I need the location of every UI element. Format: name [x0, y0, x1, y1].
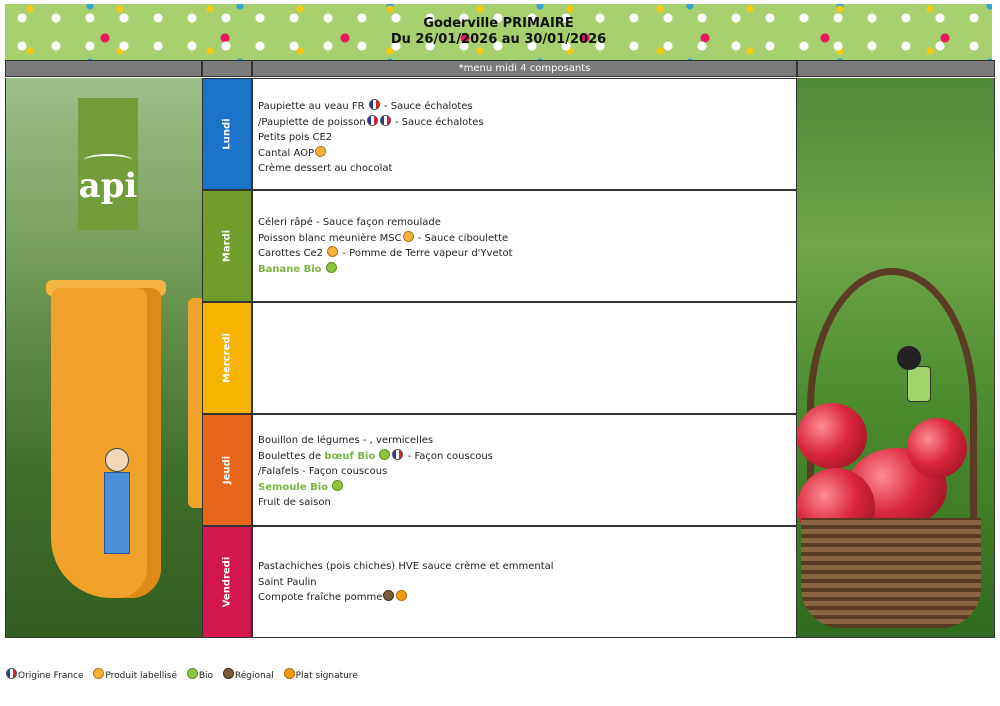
france-flag-icon — [6, 668, 17, 679]
menu-line: Crème dessert au chocolat — [258, 163, 393, 174]
label-icon — [315, 146, 326, 157]
dish-text-bio: Banane Bio — [258, 263, 322, 275]
menu-line: Bouillon de légumes - , vermicelles — [258, 435, 434, 446]
day-thursday — [202, 414, 252, 526]
dish-text-bio: bœuf Bio — [324, 450, 376, 462]
child-overalls — [104, 472, 130, 554]
bio-icon — [187, 668, 198, 679]
france-flag-icon — [369, 99, 380, 110]
day-wednesday — [202, 302, 252, 414]
regional-icon — [223, 668, 234, 679]
day-label: Vendredi — [221, 556, 233, 608]
menu-line — [258, 449, 493, 465]
header-bar-left — [5, 60, 202, 77]
child-head — [897, 346, 921, 370]
dish-text: Cantal AOP — [258, 147, 315, 159]
dish-text: Boulettes de — [258, 450, 325, 462]
menu-line: Fruit de saison — [258, 497, 331, 508]
date-range: Du 26/01/2026 au 30/01/2026 — [390, 32, 607, 47]
child-head — [105, 448, 129, 472]
legend-label: Produit labellisé — [92, 671, 177, 681]
label-icon — [93, 668, 104, 679]
menu-line: Céleri râpé - Sauce façon remoulade — [258, 217, 441, 228]
climbing-child-illustration — [897, 346, 933, 406]
signature-icon — [284, 668, 295, 679]
menu-line — [258, 590, 554, 606]
api-logo — [78, 98, 138, 230]
gardener-child-illustration — [101, 448, 131, 558]
page-title-block — [5, 16, 992, 48]
menu-line — [258, 231, 513, 247]
menu-note: *menu midi 4 composants — [252, 60, 797, 77]
legend-signature: Plat signature — [283, 671, 358, 681]
menu-cell-monday — [252, 78, 797, 190]
dish-text: - Pomme de Terre vapeur d'Yvetot — [339, 248, 513, 259]
apple-basket-image — [797, 438, 992, 628]
child-body — [907, 366, 931, 402]
dish-text: - Façon couscous — [404, 450, 493, 462]
menu-cell-thursday — [252, 414, 797, 526]
menu-line: Pastachiches (pois chiches) HVE sauce crème et emmental — [258, 561, 554, 572]
dish-text: - Sauce ciboulette — [414, 232, 509, 244]
header-bar-right — [797, 60, 995, 77]
dish-text: - Sauce échalotes — [391, 116, 484, 128]
bio-icon — [326, 262, 337, 273]
menu-line: /Falafels - Façon couscous — [258, 466, 388, 477]
day-label: Mercredi — [221, 333, 233, 383]
apple-image — [797, 403, 867, 469]
label-icon — [327, 246, 338, 257]
menu-cell-tuesday — [252, 190, 797, 302]
right-illustration — [797, 78, 995, 638]
menu-cell-friday — [252, 526, 797, 638]
day-label: Jeudi — [221, 455, 233, 485]
menu-line — [258, 146, 484, 162]
legend-regional: Régional — [222, 671, 274, 681]
day-friday — [202, 526, 252, 638]
apple-image — [907, 418, 967, 478]
menu-line — [258, 246, 513, 262]
day-column — [202, 78, 252, 638]
menu-line — [258, 480, 493, 496]
logo-curve — [84, 154, 132, 166]
menu-cells — [252, 78, 797, 638]
legend-bio: Bio — [186, 671, 213, 681]
header-bar-days — [202, 60, 252, 77]
day-monday — [202, 78, 252, 190]
menu-line: Saint Paulin — [258, 576, 317, 588]
day-label: Lundi — [221, 118, 233, 150]
menu-line — [258, 115, 484, 131]
menu-cell-wednesday — [252, 302, 797, 414]
dish-text: Poisson blanc meunière MSC — [258, 232, 402, 244]
basket-body — [801, 518, 981, 628]
menu-line — [258, 262, 513, 278]
france-flag-icon — [392, 449, 403, 460]
label-icon — [403, 231, 414, 242]
legend-origin: Origine France — [5, 671, 84, 681]
left-illustration — [5, 78, 202, 638]
second-boot-image — [188, 298, 202, 508]
dish-text-bio: Semoule Bio — [258, 481, 329, 493]
regional-icon — [383, 590, 394, 601]
france-flag-icon — [367, 115, 378, 126]
header-banner — [5, 4, 992, 60]
day-tuesday — [202, 190, 252, 302]
menu-line: Petits pois CE2 — [258, 132, 333, 143]
dish-text: /Paupiette de poisson — [258, 116, 366, 128]
legend — [5, 668, 364, 681]
dish-text: Carottes Ce2 — [258, 248, 323, 259]
dish-text: - Sauce échalotes — [380, 101, 473, 112]
dish-text: Compote fraîche pomme — [258, 592, 383, 603]
menu-line — [258, 99, 484, 115]
france-flag-icon — [380, 115, 391, 126]
dish-text: Paupiette au veau FR — [258, 101, 365, 112]
page-title: Goderville PRIMAIRE — [423, 16, 574, 31]
logo-text: api — [78, 166, 138, 206]
bio-icon — [379, 449, 390, 460]
signature-icon — [396, 590, 407, 601]
bio-icon — [332, 480, 343, 491]
day-label: Mardi — [221, 229, 233, 263]
